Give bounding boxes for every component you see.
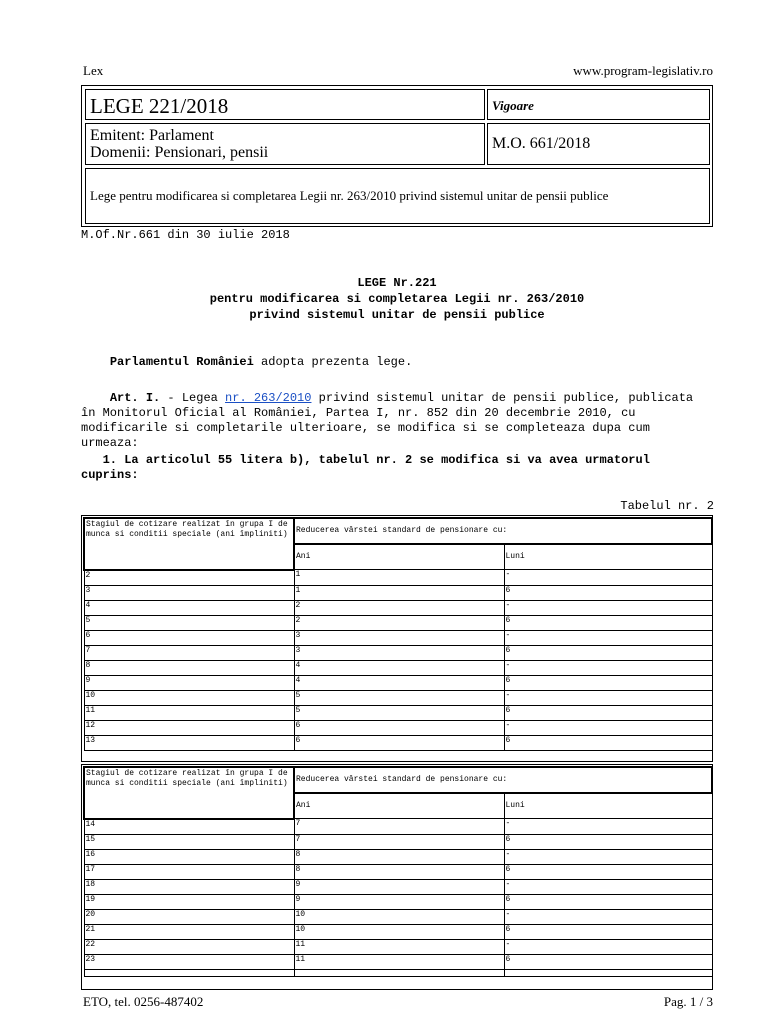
cell-stagiu: 8	[84, 660, 294, 675]
cell-stagiu: 2	[84, 570, 294, 586]
header-website[interactable]: www.program-legislativ.ro	[573, 63, 713, 78]
col-group-header: Reducerea vârstei standard de pensionare cu:	[294, 767, 712, 793]
table-row	[84, 630, 712, 645]
cell-stagiu: 17	[84, 864, 294, 879]
table-row	[84, 570, 712, 586]
cell-luni: 6	[504, 735, 712, 750]
cell-ani: 11	[294, 954, 504, 969]
cell-luni: 6	[504, 894, 712, 909]
table-row	[84, 585, 712, 600]
cell-stagiu: 10	[84, 690, 294, 705]
law-heading-line2: pentru modificarea si completarea Legii nr. 263/2010	[209, 292, 585, 306]
law-status: Vigoare	[487, 89, 710, 120]
cell-stagiu: 13	[84, 735, 294, 750]
cell-luni: -	[504, 909, 712, 924]
cell-ani: 1	[294, 585, 504, 600]
table-row	[84, 864, 712, 879]
page-number: Pag. 1 / 3	[663, 994, 713, 1009]
col-stagiu-header: Stagiul de cotizare realizat în grupa I de munca si conditii speciale (ani împliniti)	[84, 518, 294, 570]
cell-luni: -	[504, 570, 712, 586]
col-ani-header: Ani	[294, 793, 504, 819]
table-row	[84, 954, 712, 969]
col-group-header: Reducerea vârstei standard de pensionare cu:	[294, 518, 712, 544]
cell-stagiu: 6	[84, 630, 294, 645]
col-stagiu-header: Stagiul de cotizare realizat în grupa I de munca si conditii speciale (ani împliniti)	[84, 767, 294, 819]
pension-table-part-1	[83, 517, 713, 751]
intro-rest: adopta prezenta lege.	[253, 355, 413, 369]
table-row	[84, 909, 712, 924]
table-row	[84, 720, 712, 735]
article-1	[81, 391, 713, 451]
pension-table-part-2	[83, 766, 713, 977]
law-info-box	[81, 85, 713, 227]
cell-luni: 6	[504, 675, 712, 690]
point-1: 1. La articolul 55 litera b), tabelul nr. 2 se modifica si va avea urmatorul cuprins:	[81, 453, 650, 482]
law-heading-number: LEGE Nr.221	[357, 276, 437, 290]
table-row	[84, 834, 712, 849]
cell-ani: 1	[294, 570, 504, 586]
cell-luni: 6	[504, 834, 712, 849]
cell-ani: 10	[294, 909, 504, 924]
cell-luni: 6	[504, 924, 712, 939]
intro-bold: Parlamentul României	[109, 355, 254, 369]
cell-stagiu: 23	[84, 954, 294, 969]
col-ani-header: Ani	[294, 544, 504, 570]
cell-luni: -	[504, 660, 712, 675]
cell-stagiu: 9	[84, 675, 294, 690]
cell-stagiu: 16	[84, 849, 294, 864]
cell-stagiu: 4	[84, 600, 294, 615]
table-row	[84, 645, 712, 660]
article-1-before-link: - Legea	[160, 391, 226, 405]
table-row	[84, 615, 712, 630]
law-heading	[81, 275, 713, 323]
cell-ani: 4	[294, 675, 504, 690]
cell-stagiu: 11	[84, 705, 294, 720]
cell-ani: 8	[294, 849, 504, 864]
cell-stagiu: 21	[84, 924, 294, 939]
col-luni-header: Luni	[504, 544, 712, 570]
cell-ani: 5	[294, 705, 504, 720]
table-row-empty	[84, 969, 712, 976]
table-row	[84, 849, 712, 864]
cell-luni: -	[504, 849, 712, 864]
cell-luni: 6	[504, 585, 712, 600]
domenii-label: Domenii: Pensionari, pensii	[90, 144, 269, 161]
table-row	[84, 735, 712, 750]
cell-stagiu: 22	[84, 939, 294, 954]
cell-ani: 9	[294, 894, 504, 909]
cell-luni: -	[504, 819, 712, 835]
page-header	[83, 63, 713, 79]
cell-ani: 11	[294, 939, 504, 954]
law-263-link[interactable]: nr. 263/2010	[225, 391, 312, 405]
footer-contact: ETO, tel. 0256-487402	[83, 994, 204, 1009]
cell-empty	[504, 969, 712, 976]
table-row	[84, 705, 712, 720]
cell-stagiu: 19	[84, 894, 294, 909]
table-row	[84, 600, 712, 615]
cell-stagiu: 18	[84, 879, 294, 894]
cell-ani: 3	[294, 630, 504, 645]
cell-luni: -	[504, 939, 712, 954]
cell-stagiu: 12	[84, 720, 294, 735]
cell-stagiu: 7	[84, 645, 294, 660]
article-1-label: Art. I.	[109, 391, 161, 405]
cell-ani: 7	[294, 819, 504, 835]
table-row	[84, 675, 712, 690]
cell-stagiu: 20	[84, 909, 294, 924]
cell-ani: 4	[294, 660, 504, 675]
header-source: Lex	[83, 63, 104, 78]
table-row	[84, 924, 712, 939]
emitent-label: Emitent: Parlament	[90, 127, 214, 144]
cell-luni: 6	[504, 954, 712, 969]
cell-stagiu: 3	[84, 585, 294, 600]
cell-stagiu: 5	[84, 615, 294, 630]
emitent-cell	[85, 123, 485, 165]
law-title-cell: LEGE 221/2018	[85, 89, 485, 120]
cell-luni: -	[504, 600, 712, 615]
table-row	[84, 894, 712, 909]
cell-ani: 3	[294, 645, 504, 660]
cell-ani: 2	[294, 600, 504, 615]
cell-luni: 6	[504, 615, 712, 630]
cell-ani: 8	[294, 864, 504, 879]
cell-ani: 10	[294, 924, 504, 939]
table-row	[84, 690, 712, 705]
article-1-text: privind sistemul unitar de pensii publice, publicata în Monitorul Oficial al României, Partea I, nr. 852 din 20 decembrie 2010, cu modificarile si completarile ulterioare, se modifica si se completeaza dupa cum urmeaza:	[81, 391, 694, 450]
cell-empty	[84, 969, 294, 976]
cell-luni: 6	[504, 864, 712, 879]
table-label: Tabelul nr. 2	[620, 499, 714, 513]
table-row	[84, 939, 712, 954]
cell-ani: 2	[294, 615, 504, 630]
cell-ani: 6	[294, 735, 504, 750]
cell-stagiu: 15	[84, 834, 294, 849]
cell-stagiu: 14	[84, 819, 294, 835]
monitorul-oficial-ref: M.O. 661/2018	[487, 123, 710, 165]
page-footer	[83, 994, 713, 1010]
cell-ani: 9	[294, 879, 504, 894]
table-row	[84, 879, 712, 894]
cell-luni: -	[504, 879, 712, 894]
cell-luni: -	[504, 630, 712, 645]
mof-line: M.Of.Nr.661 din 30 iulie 2018	[81, 228, 290, 242]
cell-ani: 6	[294, 720, 504, 735]
cell-luni: -	[504, 720, 712, 735]
cell-luni: 6	[504, 705, 712, 720]
intro-paragraph	[81, 355, 713, 370]
cell-empty	[294, 969, 504, 976]
law-heading-line3: privind sistemul unitar de pensii publice	[249, 308, 545, 322]
cell-ani: 5	[294, 690, 504, 705]
table-row	[84, 660, 712, 675]
col-luni-header: Luni	[504, 793, 712, 819]
law-description: Lege pentru modificarea si completarea Legii nr. 263/2010 privind sistemul unitar de pensii publice	[85, 168, 710, 224]
cell-ani: 7	[294, 834, 504, 849]
cell-luni: -	[504, 690, 712, 705]
cell-luni: 6	[504, 645, 712, 660]
table-row	[84, 819, 712, 835]
